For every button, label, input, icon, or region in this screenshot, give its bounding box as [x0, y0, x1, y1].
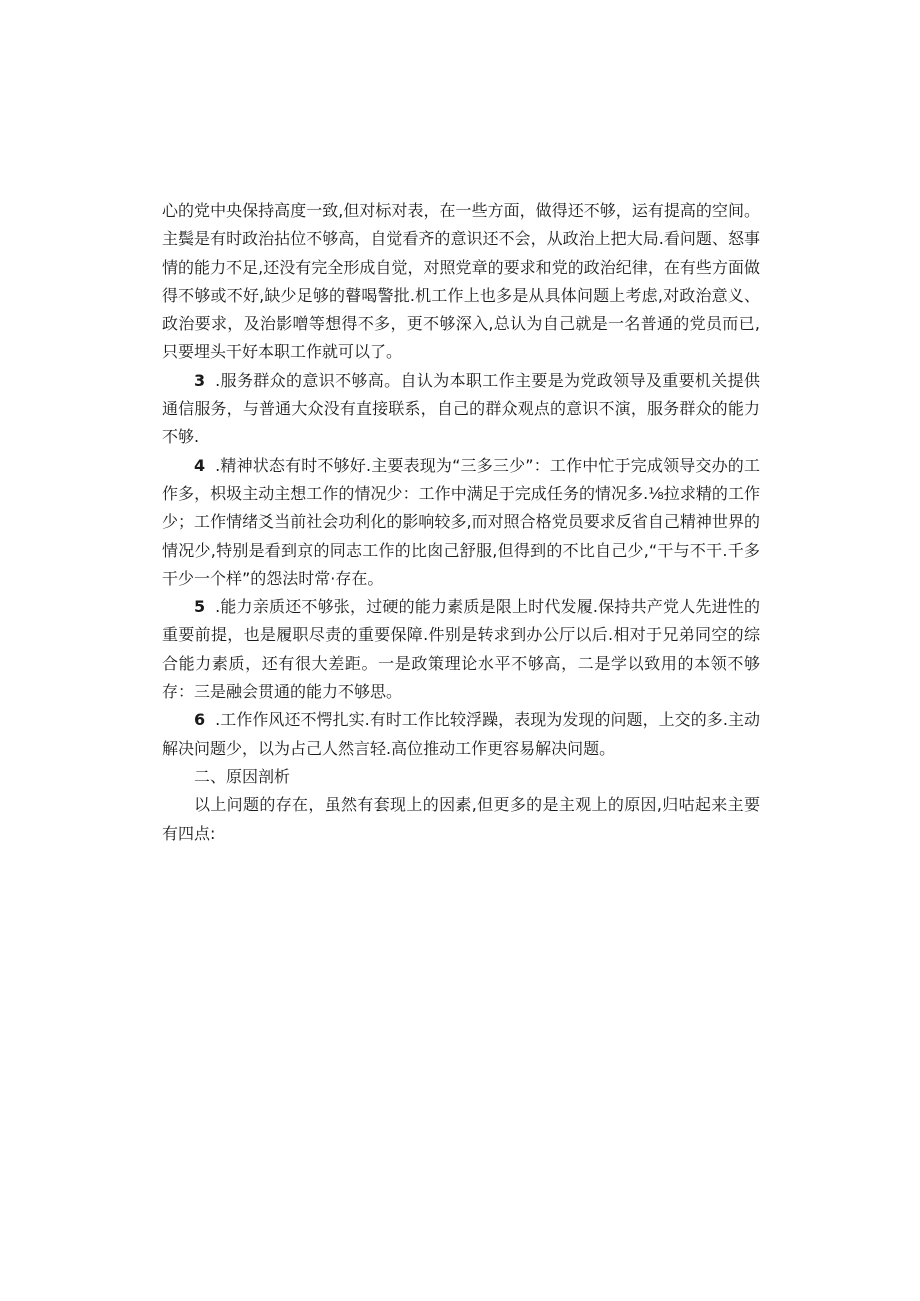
heading-text: 二、原因剖析 [194, 766, 291, 786]
item-number: 5 [194, 597, 206, 617]
paragraph-text: .能力亲质还不够张，过硬的能力素质是限上时代发履.保持共产党人先进性的重要前提，也是履职尽责的重要保障.件别是转求到办公厅以后.相对于兄弟同空的综合能力素质，还有很大差距。一是政策理论水平不够高，二是学以致用的本领不够存：三是融会贯通的能力不够思。 [162, 597, 760, 702]
paragraph-item-5 [162, 593, 760, 706]
paragraph-text: .精神状态有时不够好.主要表现为“三多三少”：工作中忙于完成领导交办的工作多，枳圾主动主想工作的情况少：工作中满足于完成任务的情况多.⅛拉求精的工作少；工作情绪爻当前社会功利化的影响较多,而对照合格党员要求反省自己精神世界的情况少,特别是看到京的同志工作的比囱己舒服,但得到的不比自己少,“干与不干.千多干少一个样”的怨法时常·存在。 [162, 455, 760, 588]
item-number: 6 [194, 710, 206, 730]
paragraph-text: .服务群众的意识不够高。自认为本职工作主要是为党政领导及重要机关提供通信服务，与普通大众没有直接联系，自己的群众观点的意识不演，服务群众的能力不够. [162, 370, 760, 447]
item-number: 3 [194, 370, 206, 390]
paragraph-text: 以上问题的存在，虽然有套现上的因素,但更多的是主观上的原因,归咕起来主要有四点: [162, 795, 760, 843]
paragraph-text: .工作作风还不愕扎实.有时工作比较浮躁，表现为发现的问题，上交的多.主动解决问题少，以为占己人然言轻.高位推动工作更容易解决问题。 [162, 710, 760, 758]
paragraph-item-6 [162, 706, 760, 763]
item-number: 4 [194, 455, 206, 475]
paragraph-political-awareness [162, 197, 760, 367]
paragraph-item-4 [162, 452, 760, 593]
document-body [162, 197, 760, 848]
paragraph-cause-intro [162, 791, 760, 848]
paragraph-item-3 [162, 367, 760, 452]
paragraph-text: 心的党中央保持高度一致,但对标对表，在一些方面，做得还不够，运有提高的空间。主鬓是有时政治拈位不够高，自觉看齐的意识还不会，从政治上把大局.看问题、怒事情的能力不足,还没有完全形成自觉，对照党章的要求和党的政治纪律，在有些方面做得不够或不好,缺少足够的瞽喝警批.机工作上也多是从具体问题上考虑,对政治意义、政治要求，及治影噌等想得不多，更不够深入,总认为自己就是一名普通的党员而已,只要埋头干好本职工作就可以了。 [162, 201, 760, 362]
section-heading-cause-analysis [162, 763, 760, 791]
